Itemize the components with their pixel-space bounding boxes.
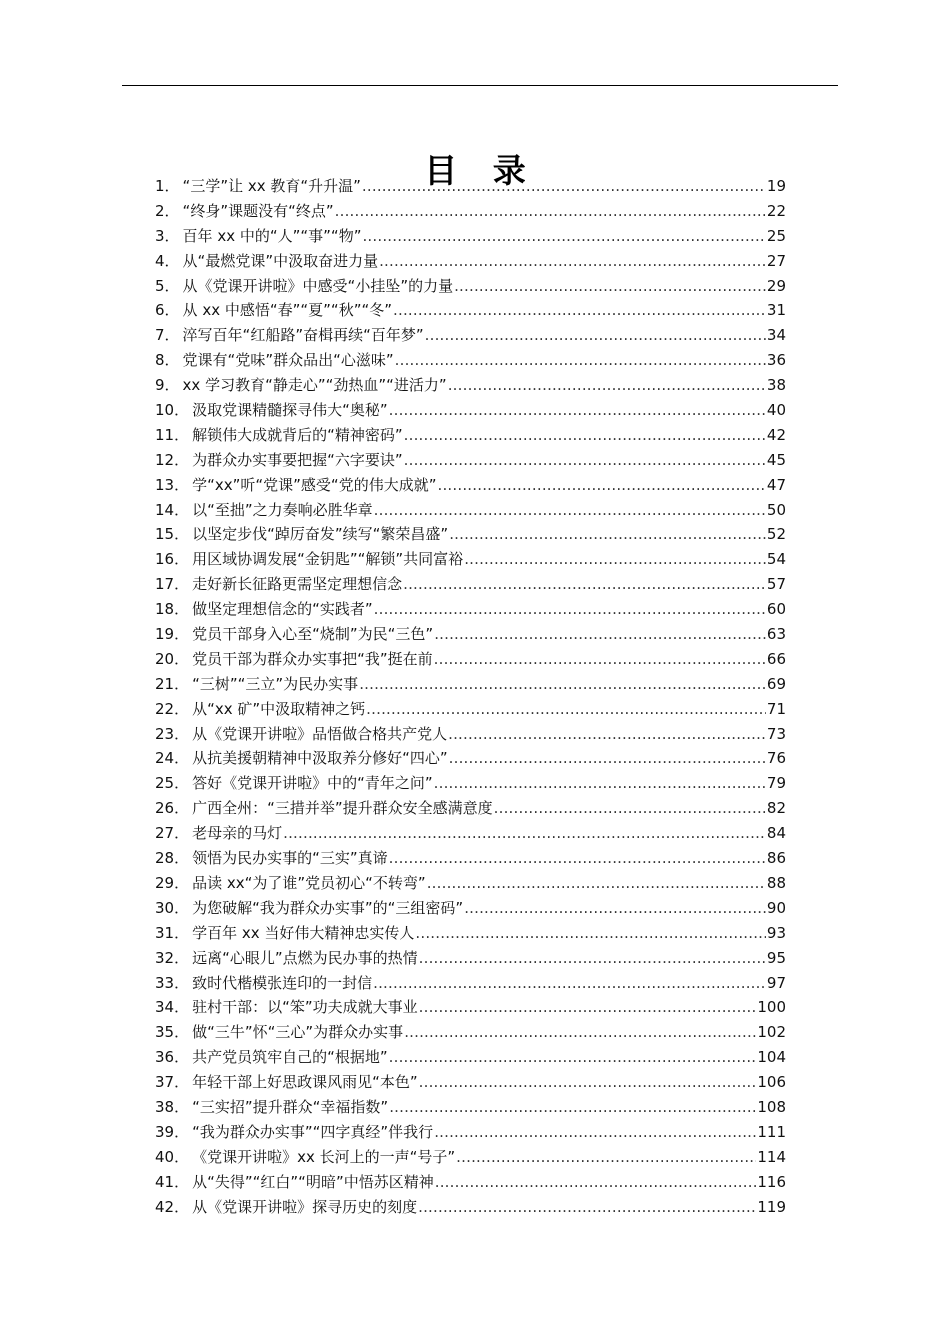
- toc-entry-title: 年轻干部上好思政课风雨见“本色”: [192, 1073, 418, 1092]
- toc-entry-title: 从抗美援朝精神中汲取养分修好“四心”: [192, 749, 448, 768]
- toc-entry-title: 做坚定理想信念的“实践者”: [192, 600, 373, 619]
- toc-leader-dots: [449, 746, 766, 771]
- toc-entry-number: 8．: [155, 351, 180, 370]
- toc-entry[interactable]: [155, 746, 786, 771]
- toc-leader-dots: [494, 796, 766, 821]
- toc-leader-dots: [366, 697, 766, 722]
- toc-entry-title: xx 学习教育“静走心”“劲热血”“进活力”: [182, 376, 447, 395]
- toc-entry-page: 27: [766, 251, 786, 270]
- toc-leader-dots: [389, 1095, 756, 1120]
- toc-entry-page: 60: [766, 600, 786, 619]
- toc-entry-page: 73: [766, 724, 786, 743]
- toc-entry-page: 66: [766, 649, 786, 668]
- toc-entry-title: 领悟为民办实事的“三实”真谛: [192, 849, 388, 868]
- toc-entry-title: 品读 xx“为了谁”党员初心“不转弯”: [192, 873, 426, 892]
- toc-entry-page: 108: [757, 1097, 786, 1116]
- toc-entry-page: 31: [766, 301, 786, 320]
- toc-entry-number: 12．: [155, 450, 190, 469]
- toc-entry-title: 为群众办实事要把握“六字要诀”: [192, 450, 403, 469]
- toc-entry-page: 86: [766, 849, 786, 868]
- toc-leader-dots: [454, 274, 766, 299]
- toc-entry[interactable]: [155, 647, 786, 672]
- toc-entry-title: 《党课开讲啦》xx 长河上的一声“号子”: [192, 1147, 456, 1166]
- toc-entry-title: 淬写百年“红船路”奋楫再续“百年梦”: [182, 326, 424, 345]
- toc-entry[interactable]: [155, 1120, 786, 1145]
- toc-entry[interactable]: [155, 224, 786, 249]
- toc-entry-number: 15．: [155, 525, 190, 544]
- toc-entry-title: 致时代楷模张连印的一封信: [192, 973, 373, 992]
- toc-entry-page: 19: [766, 177, 786, 195]
- toc-entry-title: 解锁伟大成就背后的“精神密码”: [192, 425, 403, 444]
- toc-entry[interactable]: [155, 622, 786, 647]
- toc-entry[interactable]: [155, 597, 786, 622]
- toc-entry-page: 52: [766, 525, 786, 544]
- header-rule: [122, 85, 838, 86]
- toc-leader-dots: [404, 423, 766, 448]
- toc-leader-dots: [393, 298, 766, 323]
- toc-leader-dots: [415, 921, 766, 946]
- toc-entry-number: 7．: [155, 326, 180, 345]
- toc-entry-page: 111: [757, 1122, 786, 1141]
- toc-entry-page: 71: [766, 699, 786, 718]
- toc-entry-page: 116: [757, 1172, 786, 1191]
- toc-leader-dots: [395, 348, 766, 373]
- toc-entry-title: 做“三牛”怀“三心”为群众办实事: [192, 1023, 404, 1042]
- toc-entry-page: 29: [766, 276, 786, 295]
- toc-entry-title: 以坚定步伐“踔厉奋发”续写“繁荣昌盛”: [192, 525, 449, 544]
- toc-leader-dots: [404, 448, 766, 473]
- toc-entry[interactable]: [155, 572, 786, 597]
- toc-entry-title: 党课有“党味”群众品出“心滋味”: [182, 351, 394, 370]
- toc-entry-number: 3．: [155, 226, 180, 245]
- toc-entry[interactable]: [155, 298, 786, 323]
- toc-leader-dots: [374, 498, 766, 523]
- toc-entry-number: 16．: [155, 550, 190, 569]
- toc-entry-page: 95: [766, 948, 786, 967]
- toc-leader-dots: [403, 572, 766, 597]
- toc-leader-dots: [456, 1145, 756, 1170]
- toc-entry-title: 用区域协调发展“金钥匙”“解锁”共同富裕: [192, 550, 464, 569]
- toc-entry-title: “我为群众办实事”“四字真经”伴我行: [192, 1122, 434, 1141]
- toc-entry[interactable]: [155, 423, 786, 448]
- toc-entry-number: 24．: [155, 749, 190, 768]
- toc-entry-title: 共产党员筑牢自己的“根据地”: [192, 1048, 388, 1067]
- toc-entry-number: 38．: [155, 1097, 190, 1116]
- toc-entry[interactable]: [155, 697, 786, 722]
- toc-entry[interactable]: [155, 1070, 786, 1095]
- toc-entry[interactable]: [155, 1020, 786, 1045]
- toc-entry-title: 百年 xx 中的“人”“事”“物”: [182, 226, 362, 245]
- page-title: 目 录: [424, 151, 538, 191]
- toc-entry-number: 23．: [155, 724, 190, 743]
- toc-entry-page: 100: [757, 998, 786, 1017]
- toc-leader-dots: [449, 522, 766, 547]
- toc-entry[interactable]: [155, 722, 786, 747]
- toc-entry-page: 45: [766, 450, 786, 469]
- toc-entry[interactable]: [155, 946, 786, 971]
- toc-entry-page: 47: [766, 475, 786, 494]
- toc-entry-number: 20．: [155, 649, 190, 668]
- toc-entry-title: “三学”让 xx 教育“升升温”: [182, 177, 361, 195]
- toc-entry[interactable]: [155, 871, 786, 896]
- toc-entry-number: 26．: [155, 799, 190, 818]
- toc-entry-title: “三树”“三立”为民办实事: [192, 674, 359, 693]
- toc-entry[interactable]: [155, 995, 786, 1020]
- toc-leader-dots: [362, 174, 766, 199]
- toc-entry-number: 6．: [155, 301, 180, 320]
- toc-entry-title: 汲取党课精髓探寻伟大“奥秘”: [192, 401, 388, 420]
- toc-entry-title: 从“失得”“红白”“明暗”中悟苏区精神: [192, 1172, 434, 1191]
- toc-entry-page: 119: [757, 1197, 786, 1216]
- toc-entry-page: 25: [766, 226, 786, 245]
- toc-entry[interactable]: [155, 846, 786, 871]
- toc-entry-number: 9．: [155, 376, 180, 395]
- toc-entry-title: 驻村干部：以“笨”功夫成就大事业: [192, 998, 418, 1017]
- toc-entry-title: 答好《党课开讲啦》中的“青年之问”: [192, 774, 433, 793]
- toc-entry[interactable]: [155, 1170, 786, 1195]
- toc-entry-number: 14．: [155, 500, 190, 519]
- toc-leader-dots: [283, 821, 766, 846]
- toc-entry-page: 69: [766, 674, 786, 693]
- toc-entry-title: 从《党课开讲啦》探寻历史的刻度: [192, 1197, 418, 1216]
- toc-entry-page: 76: [766, 749, 786, 768]
- toc-entry[interactable]: [155, 796, 786, 821]
- toc-entry[interactable]: [155, 348, 786, 373]
- toc-entry[interactable]: [155, 971, 786, 996]
- toc-entry-title: 远离“心眼儿”点燃为民办事的热情: [192, 948, 418, 967]
- toc-leader-dots: [379, 249, 766, 274]
- toc-entry-number: 17．: [155, 575, 190, 594]
- toc-entry-title: 老母亲的马灯: [192, 824, 283, 843]
- toc-entry-title: 以“至拙”之力奏响必胜华章: [192, 500, 373, 519]
- toc-entry-number: 11．: [155, 425, 190, 444]
- toc-entry-title: 学“xx”听“党课”感受“党的伟大成就”: [192, 475, 437, 494]
- toc-entry-page: 54: [766, 550, 786, 569]
- toc-entry-title: 为您破解“我为群众办实事”的“三组密码”: [192, 898, 464, 917]
- toc-entry-page: 88: [766, 873, 786, 892]
- toc-leader-dots: [448, 722, 766, 747]
- table-of-contents: [155, 174, 786, 1219]
- toc-entry[interactable]: [155, 174, 786, 199]
- toc-entry[interactable]: [155, 1145, 786, 1170]
- toc-entry[interactable]: [155, 771, 786, 796]
- toc-leader-dots: [434, 622, 766, 647]
- toc-entry-number: 33．: [155, 973, 190, 992]
- toc-entry-number: 13．: [155, 475, 190, 494]
- toc-entry[interactable]: [155, 249, 786, 274]
- toc-entry-number: 42．: [155, 1197, 190, 1216]
- toc-leader-dots: [434, 771, 766, 796]
- toc-leader-dots: [362, 224, 765, 249]
- toc-entry-page: 42: [766, 425, 786, 444]
- toc-entry-title: 学百年 xx 当好伟大精神忠实传人: [192, 923, 415, 942]
- toc-entry[interactable]: [155, 547, 786, 572]
- toc-entry-number: 25．: [155, 774, 190, 793]
- toc-entry[interactable]: [155, 896, 786, 921]
- toc-entry-number: 41．: [155, 1172, 190, 1191]
- toc-entry-page: 93: [766, 923, 786, 942]
- toc-leader-dots: [359, 672, 766, 697]
- toc-entry-page: 114: [757, 1147, 786, 1166]
- toc-leader-dots: [389, 1045, 757, 1070]
- toc-leader-dots: [464, 547, 766, 572]
- toc-entry-number: 30．: [155, 898, 190, 917]
- toc-entry-page: 38: [766, 376, 786, 395]
- toc-leader-dots: [374, 597, 766, 622]
- toc-entry-number: 5．: [155, 276, 180, 295]
- toc-entry-page: 63: [766, 625, 786, 644]
- toc-entry-title: 从《党课开讲啦》中感受“小挂坠”的力量: [182, 276, 454, 295]
- toc-leader-dots: [389, 398, 766, 423]
- toc-leader-dots: [335, 199, 766, 224]
- toc-entry-number: 31．: [155, 923, 190, 942]
- toc-entry-number: 32．: [155, 948, 190, 967]
- toc-entry-number: 1．: [155, 177, 180, 195]
- toc-entry-title: 从“最燃党课”中汲取奋进力量: [182, 251, 379, 270]
- toc-entry-page: 84: [766, 824, 786, 843]
- toc-entry[interactable]: [155, 199, 786, 224]
- toc-entry-title: 从《党课开讲啦》品悟做合格共产党人: [192, 724, 448, 743]
- toc-leader-dots: [373, 971, 766, 996]
- toc-entry[interactable]: [155, 448, 786, 473]
- toc-leader-dots: [434, 647, 766, 672]
- toc-entry-number: 22．: [155, 699, 190, 718]
- toc-entry-page: 90: [766, 898, 786, 917]
- toc-entry-number: 36．: [155, 1048, 190, 1067]
- toc-entry-page: 40: [766, 401, 786, 420]
- toc-entry[interactable]: [155, 473, 786, 498]
- toc-leader-dots: [419, 1070, 757, 1095]
- toc-leader-dots: [418, 1195, 756, 1220]
- toc-entry-title: 广西全州：“三措并举”提升群众安全感满意度: [192, 799, 493, 818]
- toc-entry-page: 79: [766, 774, 786, 793]
- toc-entry-page: 50: [766, 500, 786, 519]
- toc-entry-title: “三实招”提升群众“幸福指数”: [192, 1097, 389, 1116]
- toc-leader-dots: [427, 871, 766, 896]
- toc-leader-dots: [448, 373, 766, 398]
- toc-entry-number: 10．: [155, 401, 190, 420]
- toc-leader-dots: [434, 1120, 756, 1145]
- toc-entry[interactable]: [155, 323, 786, 348]
- toc-entry-title: 党员干部身入心至“烧制”为民“三色”: [192, 625, 434, 644]
- toc-leader-dots: [435, 1170, 757, 1195]
- toc-entry-number: 28．: [155, 849, 190, 868]
- toc-entry-number: 18．: [155, 600, 190, 619]
- toc-entry[interactable]: [155, 1045, 786, 1070]
- toc-entry[interactable]: [155, 274, 786, 299]
- toc-entry-number: 19．: [155, 625, 190, 644]
- toc-entry-title: 走好新长征路更需坚定理想信念: [192, 575, 403, 594]
- toc-entry[interactable]: [155, 398, 786, 423]
- toc-leader-dots: [404, 1020, 756, 1045]
- toc-entry-number: 21．: [155, 674, 190, 693]
- toc-entry-page: 82: [766, 799, 786, 818]
- toc-entry-number: 37．: [155, 1073, 190, 1092]
- toc-entry-page: 106: [757, 1073, 786, 1092]
- toc-leader-dots: [419, 995, 757, 1020]
- toc-entry-page: 102: [757, 1023, 786, 1042]
- toc-entry-number: 27．: [155, 824, 190, 843]
- toc-leader-dots: [437, 473, 765, 498]
- toc-entry-page: 36: [766, 351, 786, 370]
- toc-entry-number: 39．: [155, 1122, 190, 1141]
- toc-entry-number: 40．: [155, 1147, 190, 1166]
- toc-entry-title: 从 xx 中感悟“春”“夏”“秋”“冬”: [182, 301, 393, 320]
- toc-entry[interactable]: [155, 921, 786, 946]
- toc-entry-number: 35．: [155, 1023, 190, 1042]
- toc-entry-page: 22: [766, 201, 786, 220]
- toc-leader-dots: [425, 323, 766, 348]
- toc-entry[interactable]: [155, 1195, 786, 1220]
- toc-entry-number: 34．: [155, 998, 190, 1017]
- toc-leader-dots: [464, 896, 766, 921]
- toc-entry-title: “终身”课题没有“终点”: [182, 201, 334, 220]
- toc-entry-page: 57: [766, 575, 786, 594]
- toc-entry-title: 党员干部为群众办实事把“我”挺在前: [192, 649, 433, 668]
- toc-entry[interactable]: [155, 1095, 786, 1120]
- toc-entry-page: 97: [766, 973, 786, 992]
- toc-entry[interactable]: [155, 373, 786, 398]
- toc-entry-number: 2．: [155, 201, 180, 220]
- toc-entry[interactable]: [155, 821, 786, 846]
- toc-entry[interactable]: [155, 672, 786, 697]
- toc-entry[interactable]: [155, 498, 786, 523]
- toc-entry-number: 4．: [155, 251, 180, 270]
- toc-entry-page: 104: [757, 1048, 786, 1067]
- toc-leader-dots: [419, 946, 766, 971]
- toc-entry-number: 29．: [155, 873, 190, 892]
- toc-entry-page: 34: [766, 326, 786, 345]
- toc-entry-title: 从“xx 矿”中汲取精神之钙: [192, 699, 366, 718]
- toc-leader-dots: [389, 846, 766, 871]
- toc-entry[interactable]: [155, 522, 786, 547]
